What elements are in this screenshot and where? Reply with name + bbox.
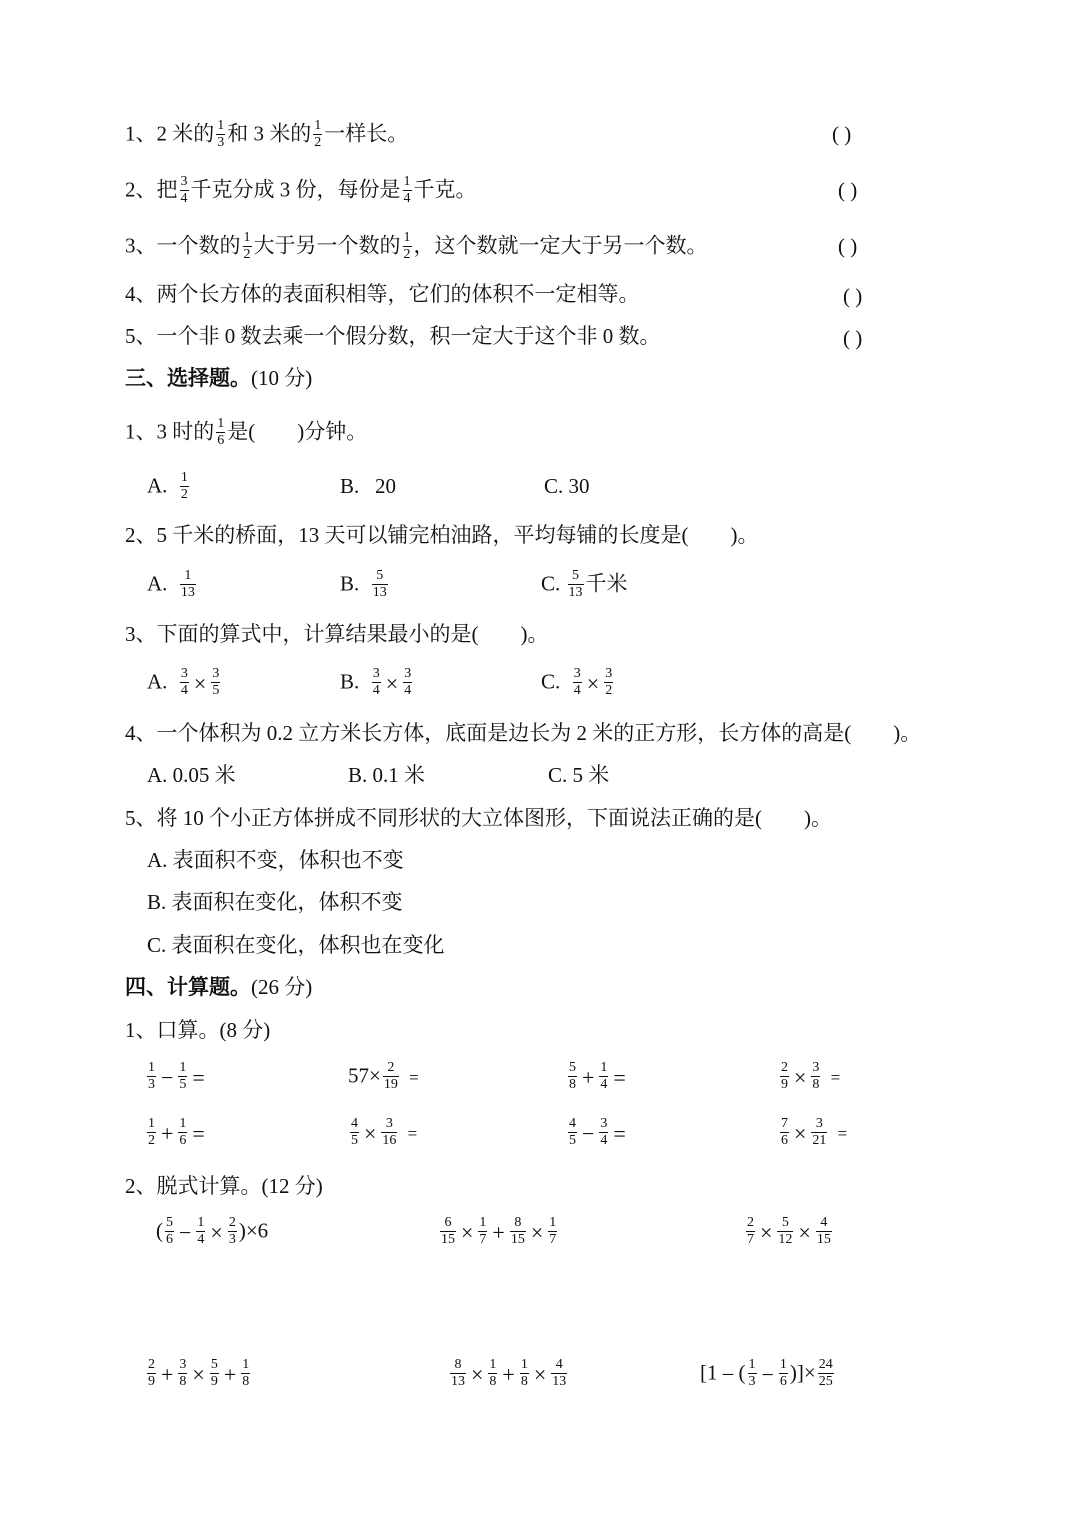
denominator: 9 [148, 1373, 155, 1389]
choice-q5-option-a[interactable]: A. 表面积不变，体积也不变 [147, 848, 404, 872]
numerator: 1 [180, 470, 188, 485]
answer-paren[interactable]: ( ) [838, 178, 858, 202]
numerator: 1 [479, 1215, 487, 1230]
denominator: 5 [569, 1132, 576, 1148]
choice-q2-option-c[interactable]: C. $\frac{5}{13}$ 千米 [541, 568, 628, 600]
denominator: 3 [748, 1373, 756, 1389]
denominator: 5 [212, 682, 220, 698]
numerator: 3 [180, 174, 188, 189]
fraction [777, 1216, 793, 1247]
operator: × [210, 1219, 223, 1245]
denominator: 13 [568, 584, 583, 600]
operator: + [582, 1064, 595, 1090]
denominator: 7 [549, 1231, 557, 1247]
choice-q4-option-a[interactable]: A. 0.05 米 [147, 763, 236, 787]
fraction [241, 1358, 250, 1389]
choice-q4: 4、一个体积为 0.2 立方米长方体，底面是边长为 2 米的正方形，长方体的高是( )。 [125, 721, 922, 745]
operator: = [409, 1068, 419, 1088]
denominator: 7 [479, 1231, 487, 1247]
numerator: 3 [605, 666, 613, 681]
operator: × [794, 1064, 807, 1090]
denominator: 21 [812, 1132, 827, 1148]
judge-item-4: 4、两个长方体的表面积相等，它们的体积不一定相等。 [125, 282, 640, 306]
choice-q2: 2、5 千米的桥面，13 天可以铺完柏油路，平均每铺的长度是( )。 [125, 523, 759, 547]
fraction [216, 417, 225, 448]
fraction [178, 1117, 187, 1148]
fraction [568, 1061, 577, 1092]
fraction [551, 1358, 567, 1389]
choice-q3-option-a[interactable]: A. $\frac{3}{4}$ × $\frac{3}{5}$ [147, 666, 220, 698]
operator: × [533, 1361, 547, 1387]
judge-item-3: 3、一个数的 $\frac{1}{2}$ 大于另一个数的 $\frac{1}{2}$ ，这个数就一定大于另一个数。 [125, 230, 708, 262]
step-calc-title: 2、脱式计算。(12 分) [125, 1174, 323, 1198]
oral-expr [566, 1118, 629, 1149]
fraction [403, 175, 412, 206]
choice-q5-option-c[interactable]: C. 表面积在变化，体积也在变化 [147, 933, 445, 957]
denominator: 4 [180, 190, 188, 206]
numerator: 3 [812, 1060, 820, 1075]
fraction [811, 1117, 827, 1148]
fraction [599, 1117, 608, 1148]
choice-q2-option-b[interactable]: B. $\frac{5}{13}$ [340, 568, 387, 600]
denominator: 6 [779, 1373, 787, 1389]
numerator: 1 [520, 1357, 528, 1372]
fraction [573, 667, 582, 698]
numerator: 1 [179, 1116, 187, 1131]
operator: = [613, 1064, 626, 1090]
numerator: 3 [600, 1116, 608, 1131]
denominator: 4 [197, 1231, 205, 1247]
denominator: 4 [573, 682, 581, 698]
fraction [780, 1117, 789, 1148]
choice-q4-option-c[interactable]: C. 5 米 [548, 763, 610, 787]
oral-expr [145, 1118, 208, 1149]
numerator: 4 [555, 1357, 563, 1372]
numerator: 1 [314, 118, 322, 133]
fraction [180, 175, 189, 206]
fraction [816, 1216, 832, 1247]
operator: + [161, 1120, 174, 1146]
operator: + [492, 1219, 505, 1245]
choice-q3-option-b[interactable]: B. $\frac{3}{4}$ × $\frac{3}{4}$ [340, 666, 412, 698]
denominator: 5 [179, 1076, 187, 1092]
denominator: 15 [510, 1231, 525, 1247]
denominator: 13 [451, 1373, 465, 1389]
choice-q1: 1、3 时的 $\frac{1}{6}$ 是( )分钟。 [125, 416, 368, 448]
fraction [211, 667, 220, 698]
numerator: 3 [179, 1357, 187, 1372]
fraction [568, 569, 584, 600]
answer-paren[interactable]: ( ) [843, 326, 863, 350]
numerator: 3 [212, 666, 220, 681]
numerator: 3 [573, 666, 581, 681]
numerator: 1 [243, 230, 251, 245]
denominator: 8 [569, 1076, 576, 1092]
oral-expr [566, 1062, 629, 1093]
denominator: 9 [781, 1076, 788, 1092]
fraction [147, 1061, 156, 1092]
step-expr-6: [1 – ( $\frac{1}{3}$ − $\frac{1}{6}$ )]× $\frac{24}{25}$ [700, 1357, 833, 1389]
numerator: 3 [180, 666, 188, 681]
fraction [604, 667, 613, 698]
numerator: 1 [217, 416, 225, 431]
numerator: 24 [818, 1357, 833, 1372]
numerator: 1 [403, 230, 411, 245]
operator: − [161, 1064, 174, 1090]
choice-q3-option-c[interactable]: C. $\frac{3}{4}$ × $\frac{3}{2}$ [541, 666, 613, 698]
fraction [210, 1358, 219, 1389]
judge-item-1: 1、2 米的 $\frac{1}{3}$ 和 3 米的 $\frac{1}{2}$ 一样长。 [125, 118, 409, 150]
numerator: 1 [242, 1357, 250, 1372]
numerator: 1 [148, 1060, 155, 1075]
denominator: 15 [816, 1231, 831, 1247]
denominator: 2 [605, 682, 613, 698]
numerator: 5 [166, 1215, 173, 1230]
numerator: 2 [148, 1357, 155, 1372]
denominator: 6 [179, 1132, 187, 1148]
operator: = [837, 1124, 848, 1144]
denominator: 2 [403, 246, 411, 262]
numerator: 4 [351, 1116, 358, 1131]
answer-paren[interactable]: ( ) [843, 284, 863, 308]
numerator: 1 [217, 118, 225, 133]
operator: × [192, 1361, 205, 1387]
oral-expr [348, 1118, 420, 1149]
numerator: 7 [781, 1116, 788, 1131]
numerator: 3 [404, 666, 412, 681]
denominator: 13 [180, 584, 195, 600]
fraction [372, 667, 381, 698]
fraction [746, 1216, 755, 1247]
fraction [180, 471, 189, 502]
numerator: 1 [148, 1116, 155, 1131]
numerator: 3 [815, 1116, 823, 1131]
denominator: 25 [818, 1373, 833, 1389]
fraction [178, 1358, 187, 1389]
operator: + [161, 1361, 174, 1387]
denominator: 4 [372, 682, 380, 698]
fraction [381, 1117, 397, 1148]
oral-expr [778, 1118, 850, 1149]
fraction [450, 1358, 466, 1389]
fraction [147, 1358, 156, 1389]
operator: × [193, 670, 207, 696]
choice-q1-option-b[interactable]: B. 20 [340, 474, 397, 498]
denominator: 19 [383, 1076, 398, 1092]
denominator: 13 [372, 584, 387, 600]
fraction [180, 569, 196, 600]
operator: − [582, 1120, 595, 1146]
numerator: 1 [489, 1357, 497, 1372]
operator: × [586, 670, 600, 696]
denominator: 3 [228, 1231, 236, 1247]
operator: × [530, 1219, 544, 1245]
denominator: 2 [148, 1132, 155, 1148]
numerator: 1 [197, 1215, 205, 1230]
fraction [520, 1358, 529, 1389]
fraction [510, 1216, 526, 1247]
denominator: 3 [217, 134, 225, 150]
numerator: 1 [600, 1060, 608, 1075]
step-expr-3 [744, 1217, 834, 1248]
fraction [178, 1061, 187, 1092]
numerator: 1 [184, 568, 192, 583]
operator: = [830, 1068, 841, 1088]
numerator: 2 [228, 1215, 236, 1230]
denominator: 8 [179, 1373, 187, 1389]
denominator: 4 [600, 1076, 608, 1092]
fraction [748, 1358, 757, 1389]
numerator: 5 [781, 1215, 789, 1230]
fraction [180, 667, 189, 698]
fraction [811, 1061, 820, 1092]
denominator: 8 [520, 1373, 528, 1389]
operator: − [761, 1361, 774, 1387]
numerator: 8 [514, 1215, 522, 1230]
section-heading-choice: 三、选择题。(10 分) [125, 366, 313, 390]
numerator: 2 [747, 1215, 754, 1230]
step-expr-4 [145, 1359, 252, 1390]
fraction [488, 1358, 497, 1389]
fraction [165, 1216, 174, 1247]
fraction [403, 667, 412, 698]
operator: × [794, 1120, 807, 1146]
fraction [818, 1358, 834, 1389]
numerator: 1 [748, 1357, 756, 1372]
fraction [440, 1216, 456, 1247]
fraction [243, 231, 252, 262]
denominator: 5 [351, 1132, 358, 1148]
choice-q1-option-a[interactable]: A. $\frac{1}{2}$ [147, 470, 188, 502]
denominator: 4 [600, 1132, 608, 1148]
fraction [147, 1117, 156, 1148]
numerator: 4 [820, 1215, 828, 1230]
fraction [779, 1358, 788, 1389]
choice-q3: 3、下面的算式中，计算结果最小的是( )。 [125, 622, 549, 646]
operator: × [471, 1361, 484, 1387]
judge-item-5: 5、一个非 0 数去乘一个假分数，积一定大于这个非 0 数。 [125, 324, 661, 348]
operator: + [223, 1361, 237, 1387]
oral-expr [145, 1062, 208, 1093]
operator: + [502, 1361, 515, 1387]
denominator: 15 [441, 1231, 455, 1247]
denominator: 4 [180, 682, 188, 698]
numerator: 1 [403, 174, 411, 189]
denominator: 7 [747, 1231, 754, 1247]
fraction [350, 1117, 359, 1148]
step-expr-1: ( $\frac{5}{6}$ − $\frac{1}{4}$ × $\frac{2}{3}$ )×6 [156, 1215, 269, 1247]
operator: × [760, 1219, 773, 1245]
oral-calc-title: 1、口算。(8 分) [125, 1018, 271, 1042]
numerator: 6 [444, 1215, 452, 1230]
denominator: 8 [242, 1373, 250, 1389]
numerator: 5 [569, 1060, 576, 1075]
numerator: 3 [385, 1116, 393, 1131]
judge-item-2: 2、把 $\frac{3}{4}$ 千克分成 3 份，每份是 $\frac{1}{4}$ 千克。 [125, 174, 477, 206]
oral-expr [778, 1062, 843, 1093]
numerator: 5 [210, 1357, 218, 1372]
fraction [196, 1216, 205, 1247]
operator: = [192, 1120, 205, 1146]
numerator: 1 [549, 1215, 557, 1230]
denominator: 6 [781, 1132, 788, 1148]
fraction [478, 1216, 487, 1247]
section-heading-calc: 四、计算题。(26 分) [125, 975, 313, 999]
answer-paren[interactable]: ( ) [838, 234, 858, 258]
numerator: 1 [179, 1060, 187, 1075]
numerator: 1 [779, 1357, 787, 1372]
choice-q1-option-c[interactable]: C. 30 [544, 474, 590, 498]
fraction [372, 569, 388, 600]
denominator: 12 [778, 1231, 793, 1247]
operator: × [798, 1219, 811, 1245]
fraction [313, 119, 322, 150]
numerator: 2 [781, 1060, 788, 1075]
numerator: 5 [572, 568, 580, 583]
denominator: 6 [166, 1231, 173, 1247]
operator: = [192, 1064, 205, 1090]
fraction [383, 1061, 399, 1092]
denominator: 2 [180, 486, 188, 502]
choice-q2-option-a[interactable]: A. $\frac{1}{13}$ [147, 568, 195, 600]
operator: = [613, 1120, 626, 1146]
operator: − [179, 1219, 192, 1245]
step-expr-2 [438, 1217, 559, 1248]
numerator: 4 [569, 1116, 576, 1131]
fraction [599, 1061, 608, 1092]
oral-expr: 57× $\frac{2}{19}$ = [348, 1060, 419, 1092]
denominator: 2 [314, 134, 322, 150]
fraction [780, 1061, 789, 1092]
denominator: 2 [243, 246, 251, 262]
choice-q4-option-b[interactable]: B. 0.1 米 [348, 763, 426, 787]
fraction [548, 1216, 557, 1247]
operator: × [461, 1219, 474, 1245]
numerator: 5 [376, 568, 384, 583]
numerator: 3 [372, 666, 380, 681]
denominator: 8 [812, 1076, 820, 1092]
denominator: 9 [210, 1373, 218, 1389]
denominator: 8 [489, 1373, 497, 1389]
choice-q5-option-b[interactable]: B. 表面积在变化，体积不变 [147, 890, 403, 914]
denominator: 13 [552, 1373, 567, 1389]
fraction [403, 231, 412, 262]
fraction [228, 1216, 237, 1247]
choice-q5: 5、将 10 个小正方体拼成不同形状的大立体图形，下面说法正确的是( )。 [125, 806, 832, 830]
denominator: 6 [217, 432, 225, 448]
denominator: 4 [403, 190, 411, 206]
step-expr-5 [448, 1359, 569, 1390]
denominator: 4 [404, 682, 412, 698]
fraction [216, 119, 225, 150]
fraction [568, 1117, 577, 1148]
denominator: 3 [148, 1076, 155, 1092]
operator: × [364, 1120, 377, 1146]
numerator: 8 [454, 1357, 462, 1372]
answer-paren[interactable]: ( ) [832, 122, 852, 146]
operator: × [385, 670, 399, 696]
denominator: 16 [382, 1132, 397, 1148]
numerator: 2 [387, 1060, 395, 1075]
operator: = [407, 1124, 418, 1144]
